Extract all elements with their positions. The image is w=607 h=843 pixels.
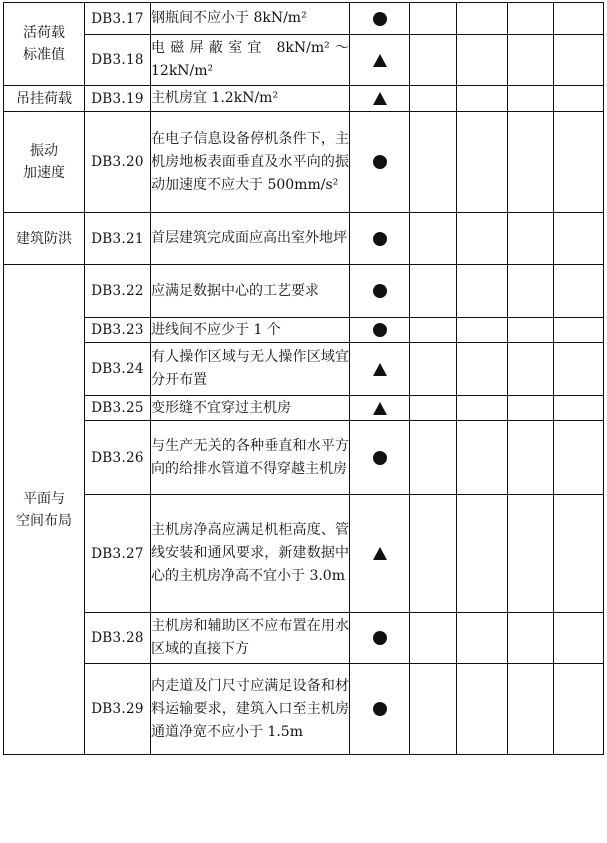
category-line: 加速度 — [23, 165, 65, 181]
blank-cell — [508, 613, 554, 664]
level-cell — [350, 318, 410, 343]
filled-triangle-icon — [373, 363, 387, 376]
item-code: DB3.19 — [85, 86, 151, 112]
requirement-cell — [151, 86, 350, 112]
blank-cell — [410, 265, 457, 318]
item-code: DB3.28 — [85, 613, 151, 664]
requirement-cell — [151, 265, 350, 318]
blank-cell — [410, 3, 457, 35]
blank-cell — [508, 86, 554, 112]
level-cell — [350, 421, 410, 495]
category-line: 标准值 — [23, 47, 65, 63]
blank-cell — [554, 495, 604, 613]
filled-circle-icon — [373, 323, 387, 337]
category-cell — [4, 265, 85, 755]
blank-cell — [410, 613, 457, 664]
requirement-text: 有人操作区域与无人操作区域宜分开布置 — [151, 349, 349, 388]
blank-cell — [457, 318, 508, 343]
blank-cell — [410, 396, 457, 421]
requirement-text: 内走道及门尺寸应满足设备和材料运输要求，建筑入口至主机房通道净宽不应小于 1.5m — [151, 677, 349, 740]
category-line: 振动 — [30, 143, 58, 159]
level-cell — [350, 343, 410, 396]
blank-cell — [508, 318, 554, 343]
blank-cell — [457, 664, 508, 755]
table-row — [4, 86, 604, 112]
requirement-text: 主机房净高应满足机柜高度、管线安装和通风要求，新建数据中心的主机房净高不宜小于 3.0m — [151, 522, 349, 584]
category-line: 吊挂荷载 — [16, 90, 72, 107]
filled-circle-icon — [373, 12, 387, 26]
blank-cell — [554, 318, 604, 343]
blank-cell — [508, 421, 554, 495]
requirement-cell — [151, 343, 350, 396]
table-row — [4, 495, 604, 613]
requirement-text: 与生产无关的各种垂直和水平方向的给排水管道不得穿越主机房 — [151, 437, 349, 477]
blank-cell — [554, 613, 604, 664]
blank-cell — [508, 396, 554, 421]
blank-cell — [508, 664, 554, 755]
spec-table — [3, 2, 604, 755]
requirement-text: 钢瓶间不应小于 8kN/m² — [151, 10, 307, 26]
requirement-cell — [151, 396, 350, 421]
blank-cell — [457, 343, 508, 396]
blank-cell — [554, 35, 604, 86]
blank-cell — [457, 3, 508, 35]
blank-cell — [554, 213, 604, 265]
item-code: DB3.21 — [85, 213, 151, 265]
requirement-text: 首层建筑完成面应高出室外地坪 — [151, 230, 347, 246]
item-code: DB3.27 — [85, 495, 151, 613]
category-line: 平面与 — [23, 490, 65, 507]
blank-cell — [410, 318, 457, 343]
blank-cell — [554, 396, 604, 421]
level-cell — [350, 112, 410, 213]
blank-cell — [410, 213, 457, 265]
item-code: DB3.26 — [85, 421, 151, 495]
table-row — [4, 318, 604, 343]
filled-circle-icon — [373, 284, 387, 298]
filled-circle-icon — [373, 451, 387, 465]
requirement-cell — [151, 613, 350, 664]
blank-cell — [554, 3, 604, 35]
blank-cell — [457, 265, 508, 318]
requirement-text: 电磁屏蔽室宜 8kN/m²～12kN/m² — [151, 40, 349, 79]
item-code: DB3.29 — [85, 664, 151, 755]
blank-cell — [457, 396, 508, 421]
requirement-cell — [151, 3, 350, 35]
category-cell — [4, 213, 85, 265]
blank-cell — [554, 265, 604, 318]
category-cell — [4, 112, 85, 213]
blank-cell — [410, 86, 457, 112]
table-row — [4, 613, 604, 664]
requirement-cell — [151, 35, 350, 86]
table-row — [4, 3, 604, 35]
filled-circle-icon — [373, 702, 387, 716]
requirement-text: 主机房宜 1.2kN/m² — [151, 90, 279, 106]
requirement-text: 在电子信息设备停机条件下，主机房地板表面垂直及水平向的振动加速度不应大于 500mm/s² — [151, 130, 349, 193]
blank-cell — [457, 112, 508, 213]
blank-cell — [410, 35, 457, 86]
table-row — [4, 265, 604, 318]
filled-triangle-icon — [373, 402, 387, 415]
blank-cell — [457, 86, 508, 112]
table-row — [4, 112, 604, 213]
requirement-cell — [151, 664, 350, 755]
requirement-cell — [151, 318, 350, 343]
level-cell — [350, 86, 410, 112]
blank-cell — [508, 495, 554, 613]
category-cell — [4, 3, 85, 86]
level-cell — [350, 35, 410, 86]
blank-cell — [508, 343, 554, 396]
category-line: 活荷载 — [23, 25, 65, 41]
blank-cell — [508, 112, 554, 213]
filled-circle-icon — [373, 155, 387, 169]
requirement-text: 应满足数据中心的工艺要求 — [151, 282, 319, 299]
blank-cell — [508, 265, 554, 318]
filled-circle-icon — [373, 631, 387, 645]
level-cell — [350, 613, 410, 664]
item-code: DB3.23 — [85, 318, 151, 343]
category-cell — [4, 86, 85, 112]
item-code: DB3.20 — [85, 112, 151, 213]
filled-triangle-icon — [373, 92, 387, 105]
blank-cell — [410, 421, 457, 495]
category-line: 空间布局 — [16, 512, 72, 529]
requirement-cell — [151, 112, 350, 213]
requirement-cell — [151, 421, 350, 495]
blank-cell — [410, 343, 457, 396]
blank-cell — [508, 35, 554, 86]
level-cell — [350, 495, 410, 613]
requirement-text: 进线间不应少于 1 个 — [151, 321, 281, 338]
level-cell — [350, 3, 410, 35]
blank-cell — [554, 343, 604, 396]
level-cell — [350, 396, 410, 421]
item-code: DB3.17 — [85, 3, 151, 35]
table-row — [4, 421, 604, 495]
level-cell — [350, 265, 410, 318]
item-code: DB3.18 — [85, 35, 151, 86]
requirement-cell — [151, 213, 350, 265]
level-cell — [350, 664, 410, 755]
level-cell — [350, 213, 410, 265]
blank-cell — [554, 421, 604, 495]
blank-cell — [457, 421, 508, 495]
blank-cell — [554, 112, 604, 213]
filled-circle-icon — [373, 232, 387, 246]
table-row — [4, 664, 604, 755]
blank-cell — [410, 112, 457, 213]
requirement-text: 主机房和辅助区不应布置在用水区域的直接下方 — [151, 618, 349, 657]
blank-cell — [457, 213, 508, 265]
filled-triangle-icon — [373, 54, 387, 67]
blank-cell — [508, 213, 554, 265]
filled-triangle-icon — [373, 547, 387, 560]
table-row — [4, 35, 604, 86]
blank-cell — [554, 664, 604, 755]
blank-cell — [457, 35, 508, 86]
table-body — [4, 3, 604, 755]
category-line: 建筑防洪 — [16, 230, 72, 247]
blank-cell — [410, 495, 457, 613]
item-code: DB3.24 — [85, 343, 151, 396]
item-code: DB3.22 — [85, 265, 151, 318]
requirement-cell — [151, 495, 350, 613]
table-row — [4, 396, 604, 421]
blank-cell — [410, 664, 457, 755]
table-row — [4, 213, 604, 265]
blank-cell — [554, 86, 604, 112]
blank-cell — [508, 3, 554, 35]
requirement-text: 变形缝不宜穿过主机房 — [151, 399, 291, 416]
blank-cell — [457, 613, 508, 664]
blank-cell — [457, 495, 508, 613]
table-row — [4, 343, 604, 396]
item-code: DB3.25 — [85, 396, 151, 421]
